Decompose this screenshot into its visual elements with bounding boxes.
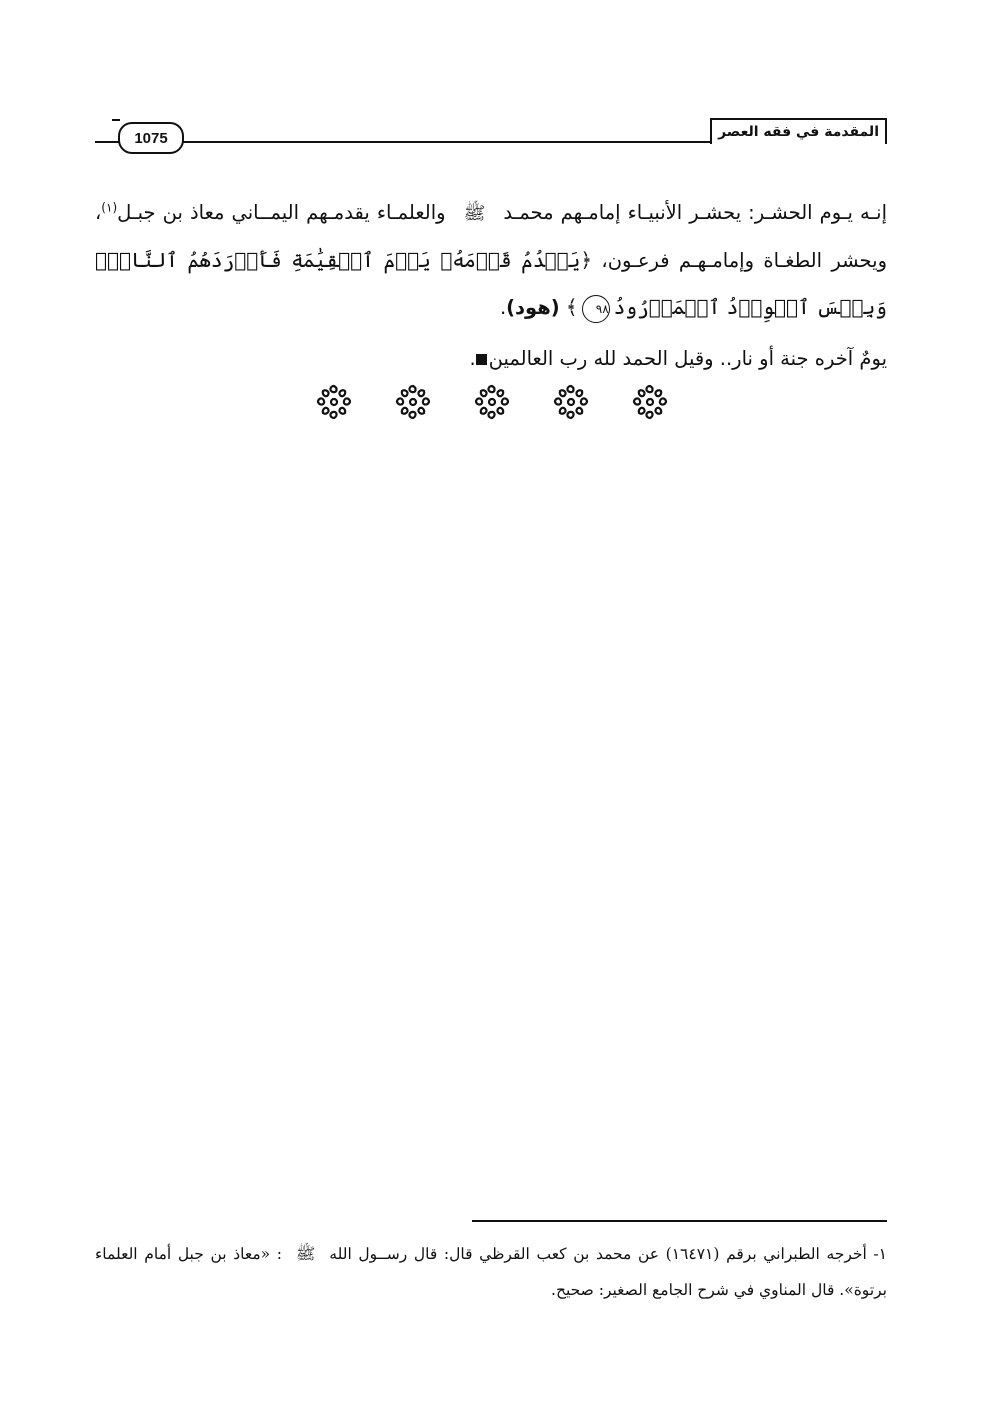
closing-end-punctuation: .: [469, 347, 476, 370]
body-text-2: والعلمـاء يقدمـهم اليمــاني معاذ بن جبـل: [117, 201, 446, 224]
page-number-ornament: [112, 119, 120, 129]
floral-ornament-icon: [312, 380, 356, 424]
body-text-1: إنـه يـوم الحشـر: يحشـر الأنبيـاء إمامـهم محمـد: [503, 201, 887, 224]
body-text-3: ، ويحشر الطغـاة وإمامـهـم فرعـون،: [95, 201, 887, 272]
end-punctuation: .: [499, 296, 507, 319]
footnote-honorific-mark: ﷺ: [295, 1244, 316, 1263]
footnote-rule: [472, 1220, 887, 1222]
quran-close-bracket: ﴾: [565, 295, 578, 319]
floral-ornament-icon: [391, 380, 435, 424]
footnote-text-1: ١- أخرجه الطبراني برقم (١٦٤٧١) عن محمد بن كعب القرظي قال: قال رســول الله: [329, 1245, 887, 1263]
floral-ornament-icon: [628, 380, 672, 424]
quran-verse: يَقۡدُمُ قَوۡمَهُۥ يَوۡمَ ٱلۡقِيَٰمَةِ فَأَوۡرَدَهُمُ ٱلنَّارَۖ وَبِئۡسَ ٱلۡوِرۡدُ ٱلۡمَوۡرُودُ: [95, 248, 887, 319]
end-square-icon: [476, 354, 487, 365]
surah-reference: (هود): [506, 296, 560, 319]
floral-ornament-icon: [549, 380, 593, 424]
closing-text: يومٌ آخره جنة أو نار.. وقيل الحمد لله رب العالمين: [488, 347, 887, 370]
closing-line: [95, 336, 887, 382]
page-number: 1075: [118, 122, 184, 154]
ayah-number-medallion: ٩٨: [582, 295, 610, 323]
book-title: المقدمة في فقه العصر: [710, 118, 887, 144]
honorific-mark: ﷺ: [463, 203, 486, 224]
quran-open-bracket: ﴿: [580, 248, 593, 272]
section-separator: [312, 380, 672, 424]
footnote-marker[interactable]: (١): [101, 200, 118, 215]
footnote-text-2: : «معاذ بن جبل أمام العلماء برتوة». قال المناوي في شرح الجامع الصغير: صحيح.: [95, 1245, 887, 1299]
floral-ornament-icon: [470, 380, 514, 424]
footnote-1: [95, 1236, 887, 1308]
body-paragraph: [95, 190, 887, 331]
